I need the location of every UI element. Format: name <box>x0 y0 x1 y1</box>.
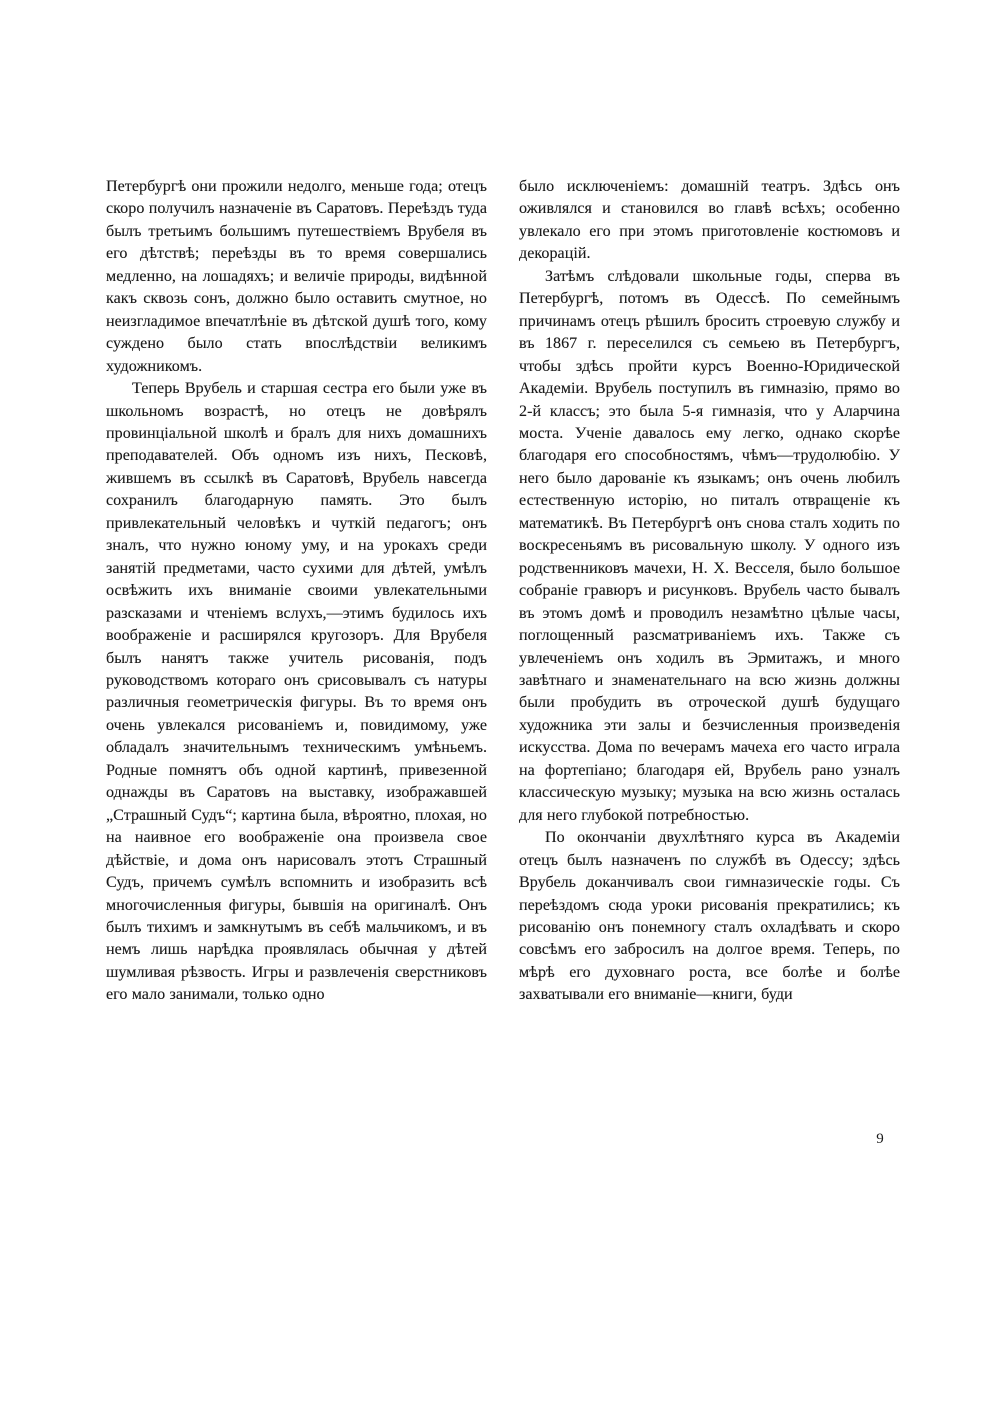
paragraph-home-theatre: было исключеніемъ: домашній театръ. Здѣсь онъ оживлялся и становился во главѣ всѣхъ; особенно увлекало его при этомъ приготовленіе костюмовъ и декорацій. <box>519 178 900 263</box>
two-column-text-block <box>106 176 900 1106</box>
paragraph-odessa-gymnasium: По окончаніи двухлѣтняго курса въ Академіи отецъ былъ назначенъ по службѣ въ Одессу; здѣсь Врубель доканчивалъ свои гимназическіе годы. Съ переѣздомъ сюда уроки рисованія прекратились; къ рисованію онъ понемногу сталъ охладѣвать и скоро совсѣмъ его забросилъ на долгое время. Теперь, по мѣрѣ его духовнаго роста, все болѣе и болѣе захватывали его вниманіе—книги, буди <box>519 829 900 1004</box>
paragraph-petersburg-saratov: Петербургѣ они прожили недолго, меньше года; отецъ скоро получилъ назначеніе въ Саратовъ. Переѣздъ туда былъ третьимъ большимъ путешествіемъ Врубеля въ его дѣтствѣ; переѣзды въ то время совершались медленно, на лошадяхъ; и величіе природы, видѣнной какъ сквозь сонъ, должно было оставить смутное, но неизгладимое впечатлѣніе въ дѣтской душѣ того, кому суждено было стать впослѣдствіи великимъ художникомъ. <box>106 178 487 375</box>
column-right <box>519 176 900 1007</box>
paragraph-home-teachers: Теперь Врубель и старшая сестра его были уже въ школьномъ возрастѣ, но отецъ не довѣрялъ провинціальной школѣ и бралъ для нихъ домашнихъ преподавателей. Объ одномъ изъ нихъ, Песковѣ, жившемъ въ ссылкѣ въ Саратовѣ, Врубель навсегда сохранилъ благодарную память. Это былъ привлекательный человѣкъ и чуткій педагогъ; онъ зналъ, что нужно юному уму, и на урокахъ среди занятій предметами, часто сухими для дѣтей, умѣлъ освѣжить ихъ вниманіе своими увлекательными разсказами и чтеніемъ вслухъ,—этимъ будилось ихъ воображеніе и расширялся кругозоръ. Для Врубеля былъ нанятъ также учитель рисованія, подъ руководствомъ котораго онъ срисовывалъ съ натуры различныя геометрическія фигуры. Въ то время онъ очень увлекался рисованіемъ и, повидимому, уже обладалъ значительнымъ техническимъ умѣньемъ. Родные помнятъ объ одной картинѣ, привезенной однажды въ Саратовъ на выставку, изображавшей „Страшный Судъ“; картина была, вѣроятно, плохая, но на наивное его воображеніе она произвела свое дѣйствіе, и дома онъ нарисовалъ этотъ Страшный Судъ, причемъ сумѣлъ вспомнить и изобразить всѣ многочисленныя фигуры, бывшія на оригиналѣ. Онъ былъ тихимъ и замкнутымъ въ себѣ мальчикомъ, и въ немъ лишь нарѣдка проявлялась обычная у дѣтей шумливая рѣзвость. Игры и развлеченія сверстниковъ его мало занимали, только одно <box>106 380 487 1004</box>
paragraph-school-years: Затѣмъ слѣдовали школьные годы, сперва въ Петербургѣ, потомъ въ Одессѣ. По семейнымъ причинамъ отецъ рѣшилъ бросить строевую службу и въ 1867 г. переселился съ семьею въ Петербургъ, чтобы здѣсь пройти курсъ Военно-Юридической Академіи. Врубель поступилъ въ гимназію, прямо во 2-й классъ; это была 5-я гимназія, что у Аларчина моста. Ученіе давалось ему легко, однако скорѣе благодаря его способностямъ, чѣмъ—трудолюбію. У него было дарованіе къ языкамъ; онъ очень любилъ естественную исторію, но питалъ отвращеніе къ математикѣ. Въ Петербургѣ онъ снова сталъ ходить по воскресеньямъ въ рисовальную школу. У одного изъ родственниковъ мачехи, Н. Х. Весселя, было большое собраніе гравюръ и рисунковъ. Врубель часто бывалъ въ этомъ домѣ и проводилъ незамѣтно цѣлые часы, поглощенный разсматриваніемъ ихъ. Также съ увлеченіемъ онъ ходилъ въ Эрмитажъ, и много завѣтнаго и знаменательнаго на всю жизнь должны были пробудить въ отроческой душѣ будущаго художника эти залы и безчисленныя произведенія искусства. Дома по вечерамъ мачеха его часто играла на фортепіано; благодаря ей, Врубель рано узналъ классическую музыку; музыка на всю жизнь осталась для него глубокой потребностью. <box>519 267 900 824</box>
column-left <box>106 176 487 1007</box>
page-number: 9 <box>876 1131 884 1147</box>
